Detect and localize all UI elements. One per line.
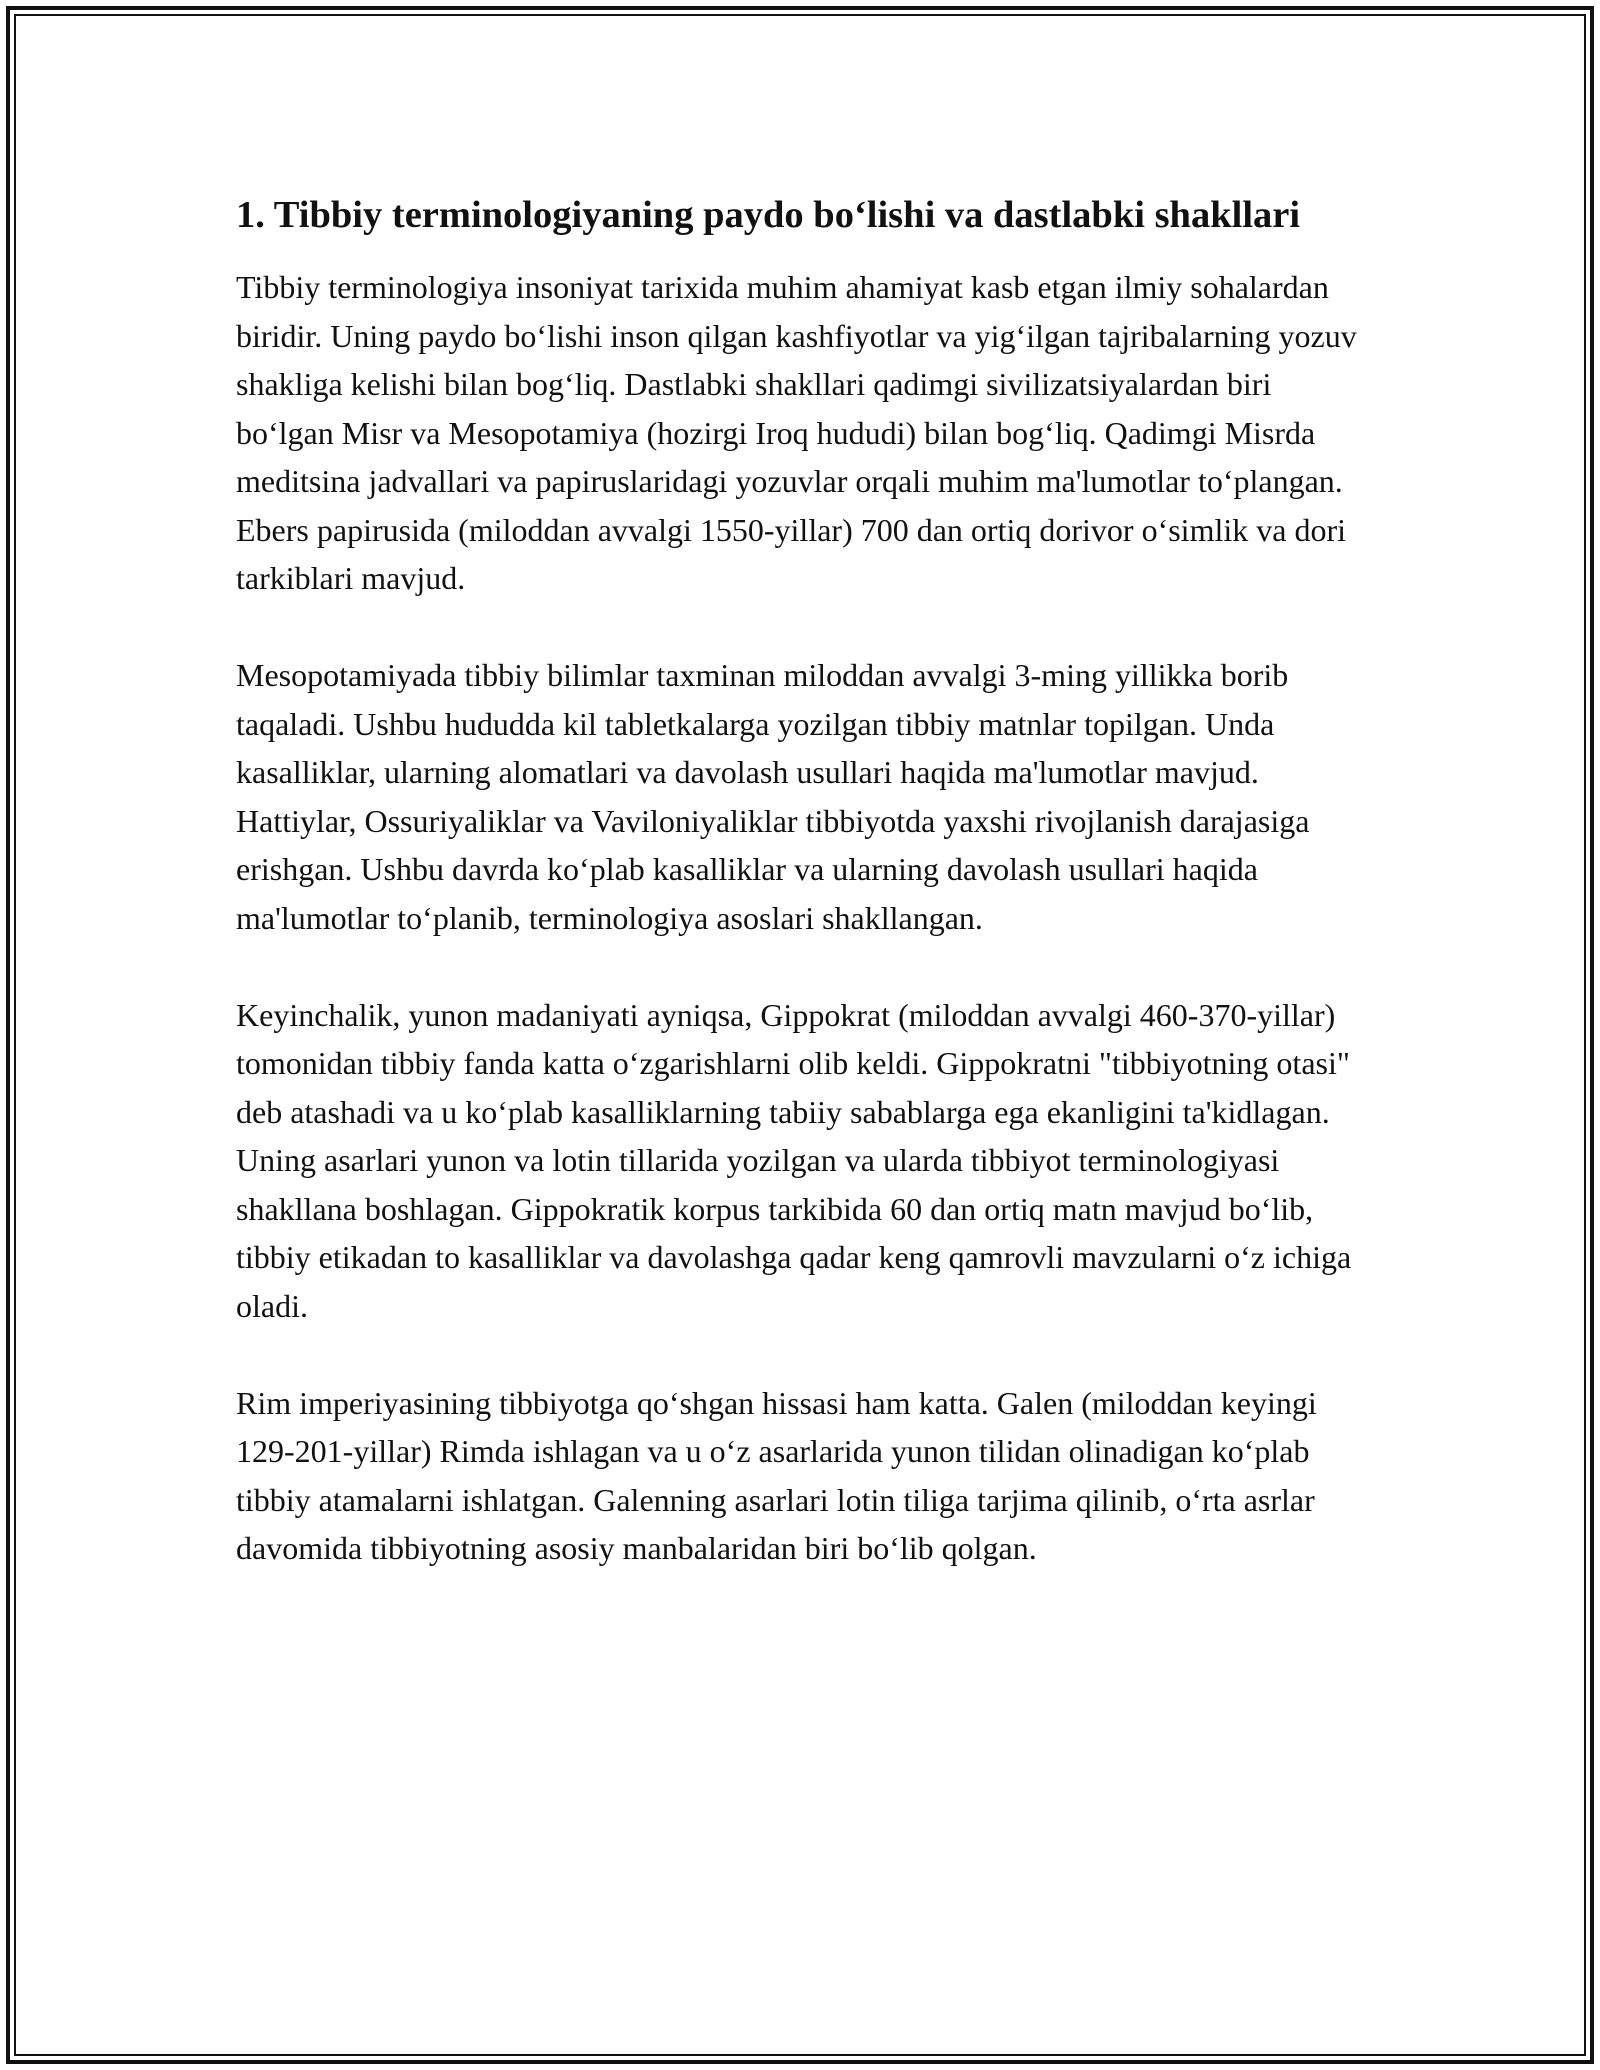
section-heading: 1. Tibbiy terminologiyaning paydo bo‘lishi va dastlabki shakllari bbox=[236, 194, 1301, 236]
paragraph-rome-galen: Rim imperiyasining tibbiyotga qo‘shgan hissasi ham katta. Galen (miloddan keyingi 129-201-yillar) Rimda ishlagan va u o‘z asarlarida yunon tilidan olinadigan ko‘plab tibbiy atamalarni ishlatgan. Galenning asarlari lotin tiliga tarjima qilinib, o‘rta asrlar davomida tibbiyotning asosiy manbalaridan biri bo‘lib qolgan. bbox=[236, 1384, 1317, 1566]
document-body bbox=[236, 188, 1366, 1573]
paragraph-egypt-mesopotamia: Tibbiy terminologiya insoniyat tarixida muhim ahamiyat kasb etgan ilmiy sohalardan biridir. Uning paydo bo‘lishi inson qilgan kashfiyotlar va yig‘ilgan tajribalarning yozuv shakliga kelishi bilan bog‘liq. Dastlabki shakllari qadimgi sivilizatsiyalardan biri bo‘lgan Misr va Mesopotamiya (hozirgi Iroq hududi) bilan bog‘liq. Qadimgi Misrda meditsina jadvallari va papiruslaridagi yozuvlar orqali muhim ma'lumotlar to‘plangan. Ebers papirusida (miloddan avvalgi 1550-yillar) 700 dan ortiq dorivor o‘simlik va dori tarkiblari mavjud. bbox=[236, 269, 1357, 596]
paragraph-mesopotamia: Mesopotamiyada tibbiy bilimlar taxminan miloddan avvalgi 3-ming yillikka borib taqaladi. Ushbu hududda kil tabletkalarga yozilgan tibbiy matnlar topilgan. Unda kasalliklar, ularning alomatlari va davolash usullari haqida ma'lumotlar mavjud. Hattiylar, Ossuriyaliklar va Vaviloniyaliklar tibbiyotda yaxshi rivojlanish darajasiga erishgan. Ushbu davrda ko‘plab kasalliklar va ularning davolash usullari haqida ma'lumotlar to‘planib, terminologiya asoslari shakllangan. bbox=[236, 657, 1310, 936]
paragraph-hippocrates: Keyinchalik, yunon madaniyati ayniqsa, Gippokrat (miloddan avvalgi 460-370-yillar) tomonidan tibbiy fanda katta o‘zgarishlarni olib keldi. Gippokratni "tibbiyotning otasi" deb atashadi va u ko‘plab kasalliklarning tabiiy sabablarga ega ekanligini ta'kidlagan. Uning asarlari yunon va lotin tillarida yozilgan va ularda tibbiyot terminologiyasi shakllana boshlagan. Gippokratik korpus tarkibida 60 dan ortiq matn mavjud bo‘lib, tibbiy etikadan to kasalliklar va davolashga qadar keng qamrovli mavzularni o‘z ichiga oladi. bbox=[236, 996, 1352, 1324]
